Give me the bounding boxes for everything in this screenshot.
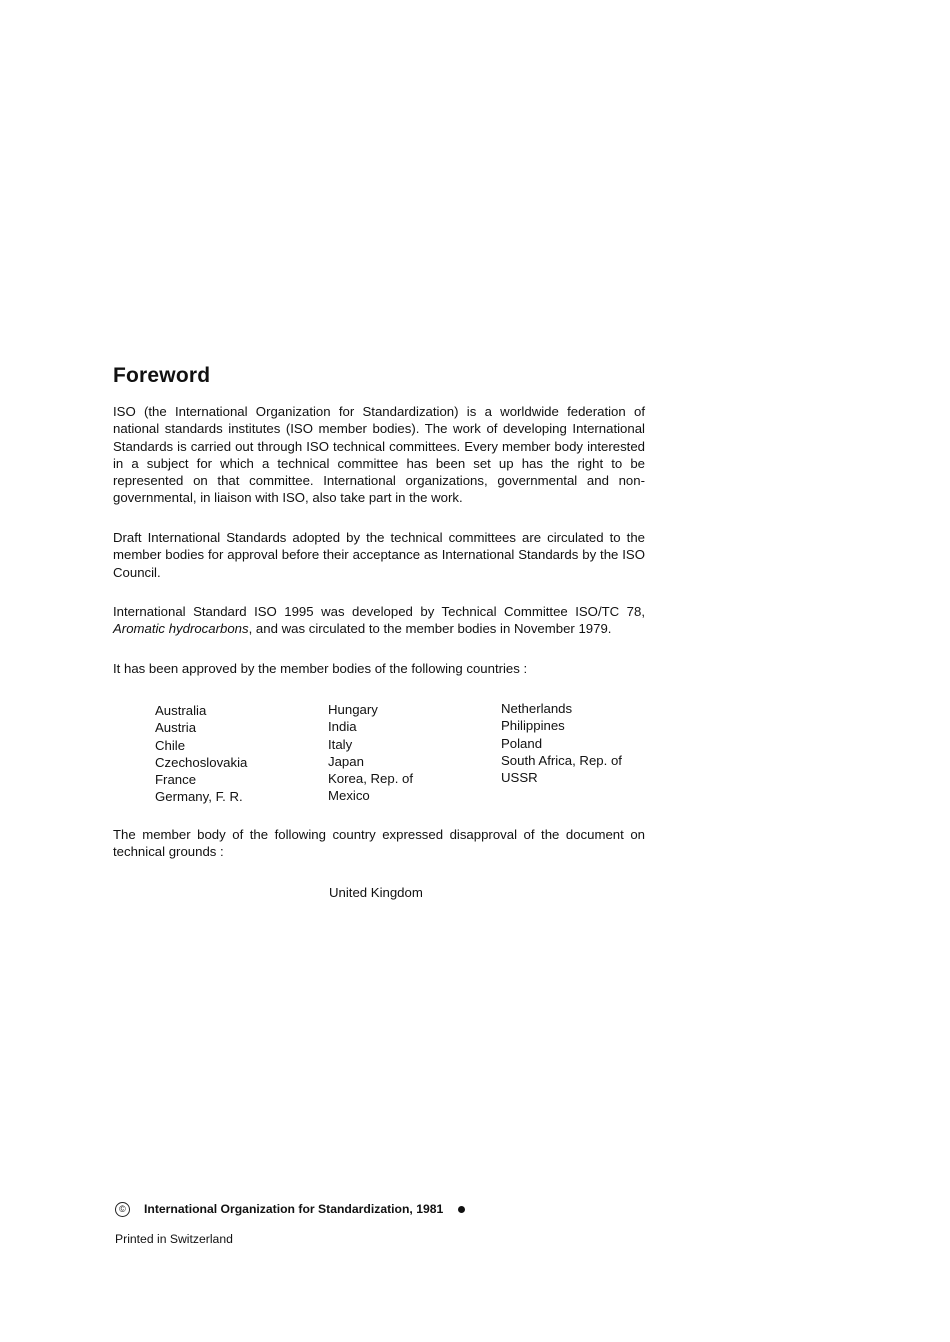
country-item: Italy	[328, 736, 353, 752]
printed-location: Printed in Switzerland	[115, 1232, 233, 1246]
country-item: India	[328, 719, 357, 735]
country-item: Mexico	[328, 788, 370, 804]
copyright-icon: ©	[115, 1202, 130, 1217]
country-item: Netherlands	[501, 701, 573, 716]
paragraph-iso-intro: ISO (the International Organization for Standardization) is a worldwide federation of national standards institutes (ISO member bodies). The work of developing International Standards is carried out through ISO technical committees. Every member body interested in a subject for which a technical committee has been set up has the right to be represented on that committee. International organizations, governmental and non-governmental, in liaison with ISO, also take part in the work.	[113, 404, 645, 506]
copyright-text: International Organization for Standardization, 1981	[144, 1202, 444, 1216]
standard-origin-suffix: , and was circulated to the member bodies in November 1979.	[248, 621, 612, 637]
page-title: Foreword	[113, 364, 211, 387]
countries-column-2	[328, 701, 413, 805]
disapproving-country: United Kingdom	[329, 885, 423, 900]
paragraph-draft-standards: Draft International Standards adopted by the technical committees are circulated to the member bodies for approval before their acceptance as International Standards by the ISO Council.	[113, 530, 645, 580]
countries-column-1	[155, 702, 247, 806]
committee-title: Aromatic hydrocarbons	[113, 621, 249, 637]
country-item: Japan	[328, 753, 364, 769]
country-item: Australia	[155, 703, 207, 718]
country-item: Poland	[501, 735, 543, 751]
country-item: USSR	[501, 770, 538, 786]
country-item: Hungary	[328, 702, 378, 717]
country-item: South Africa, Rep. of	[501, 752, 622, 768]
standard-origin-text: International Standard ISO 1995 was developed by Technical Committee ISO/TC 78,	[113, 604, 645, 619]
paragraph-approval-intro: It has been approved by the member bodies of the following countries :	[113, 661, 528, 676]
country-item: France	[155, 772, 197, 788]
bullet-icon	[458, 1206, 465, 1213]
country-item: Germany, F. R.	[155, 789, 243, 805]
paragraph-disapproval: The member body of the following country expressed disapproval of the document on technical grounds :	[113, 827, 645, 860]
countries-column-3	[501, 700, 622, 786]
country-item: Austria	[155, 720, 197, 736]
country-item: Czechoslovakia	[155, 754, 248, 770]
copyright-line	[115, 1201, 465, 1217]
country-item: Philippines	[501, 718, 565, 734]
country-item: Chile	[155, 737, 186, 753]
country-item: Korea, Rep. of	[328, 771, 414, 787]
paragraph-standard-origin	[113, 603, 645, 638]
